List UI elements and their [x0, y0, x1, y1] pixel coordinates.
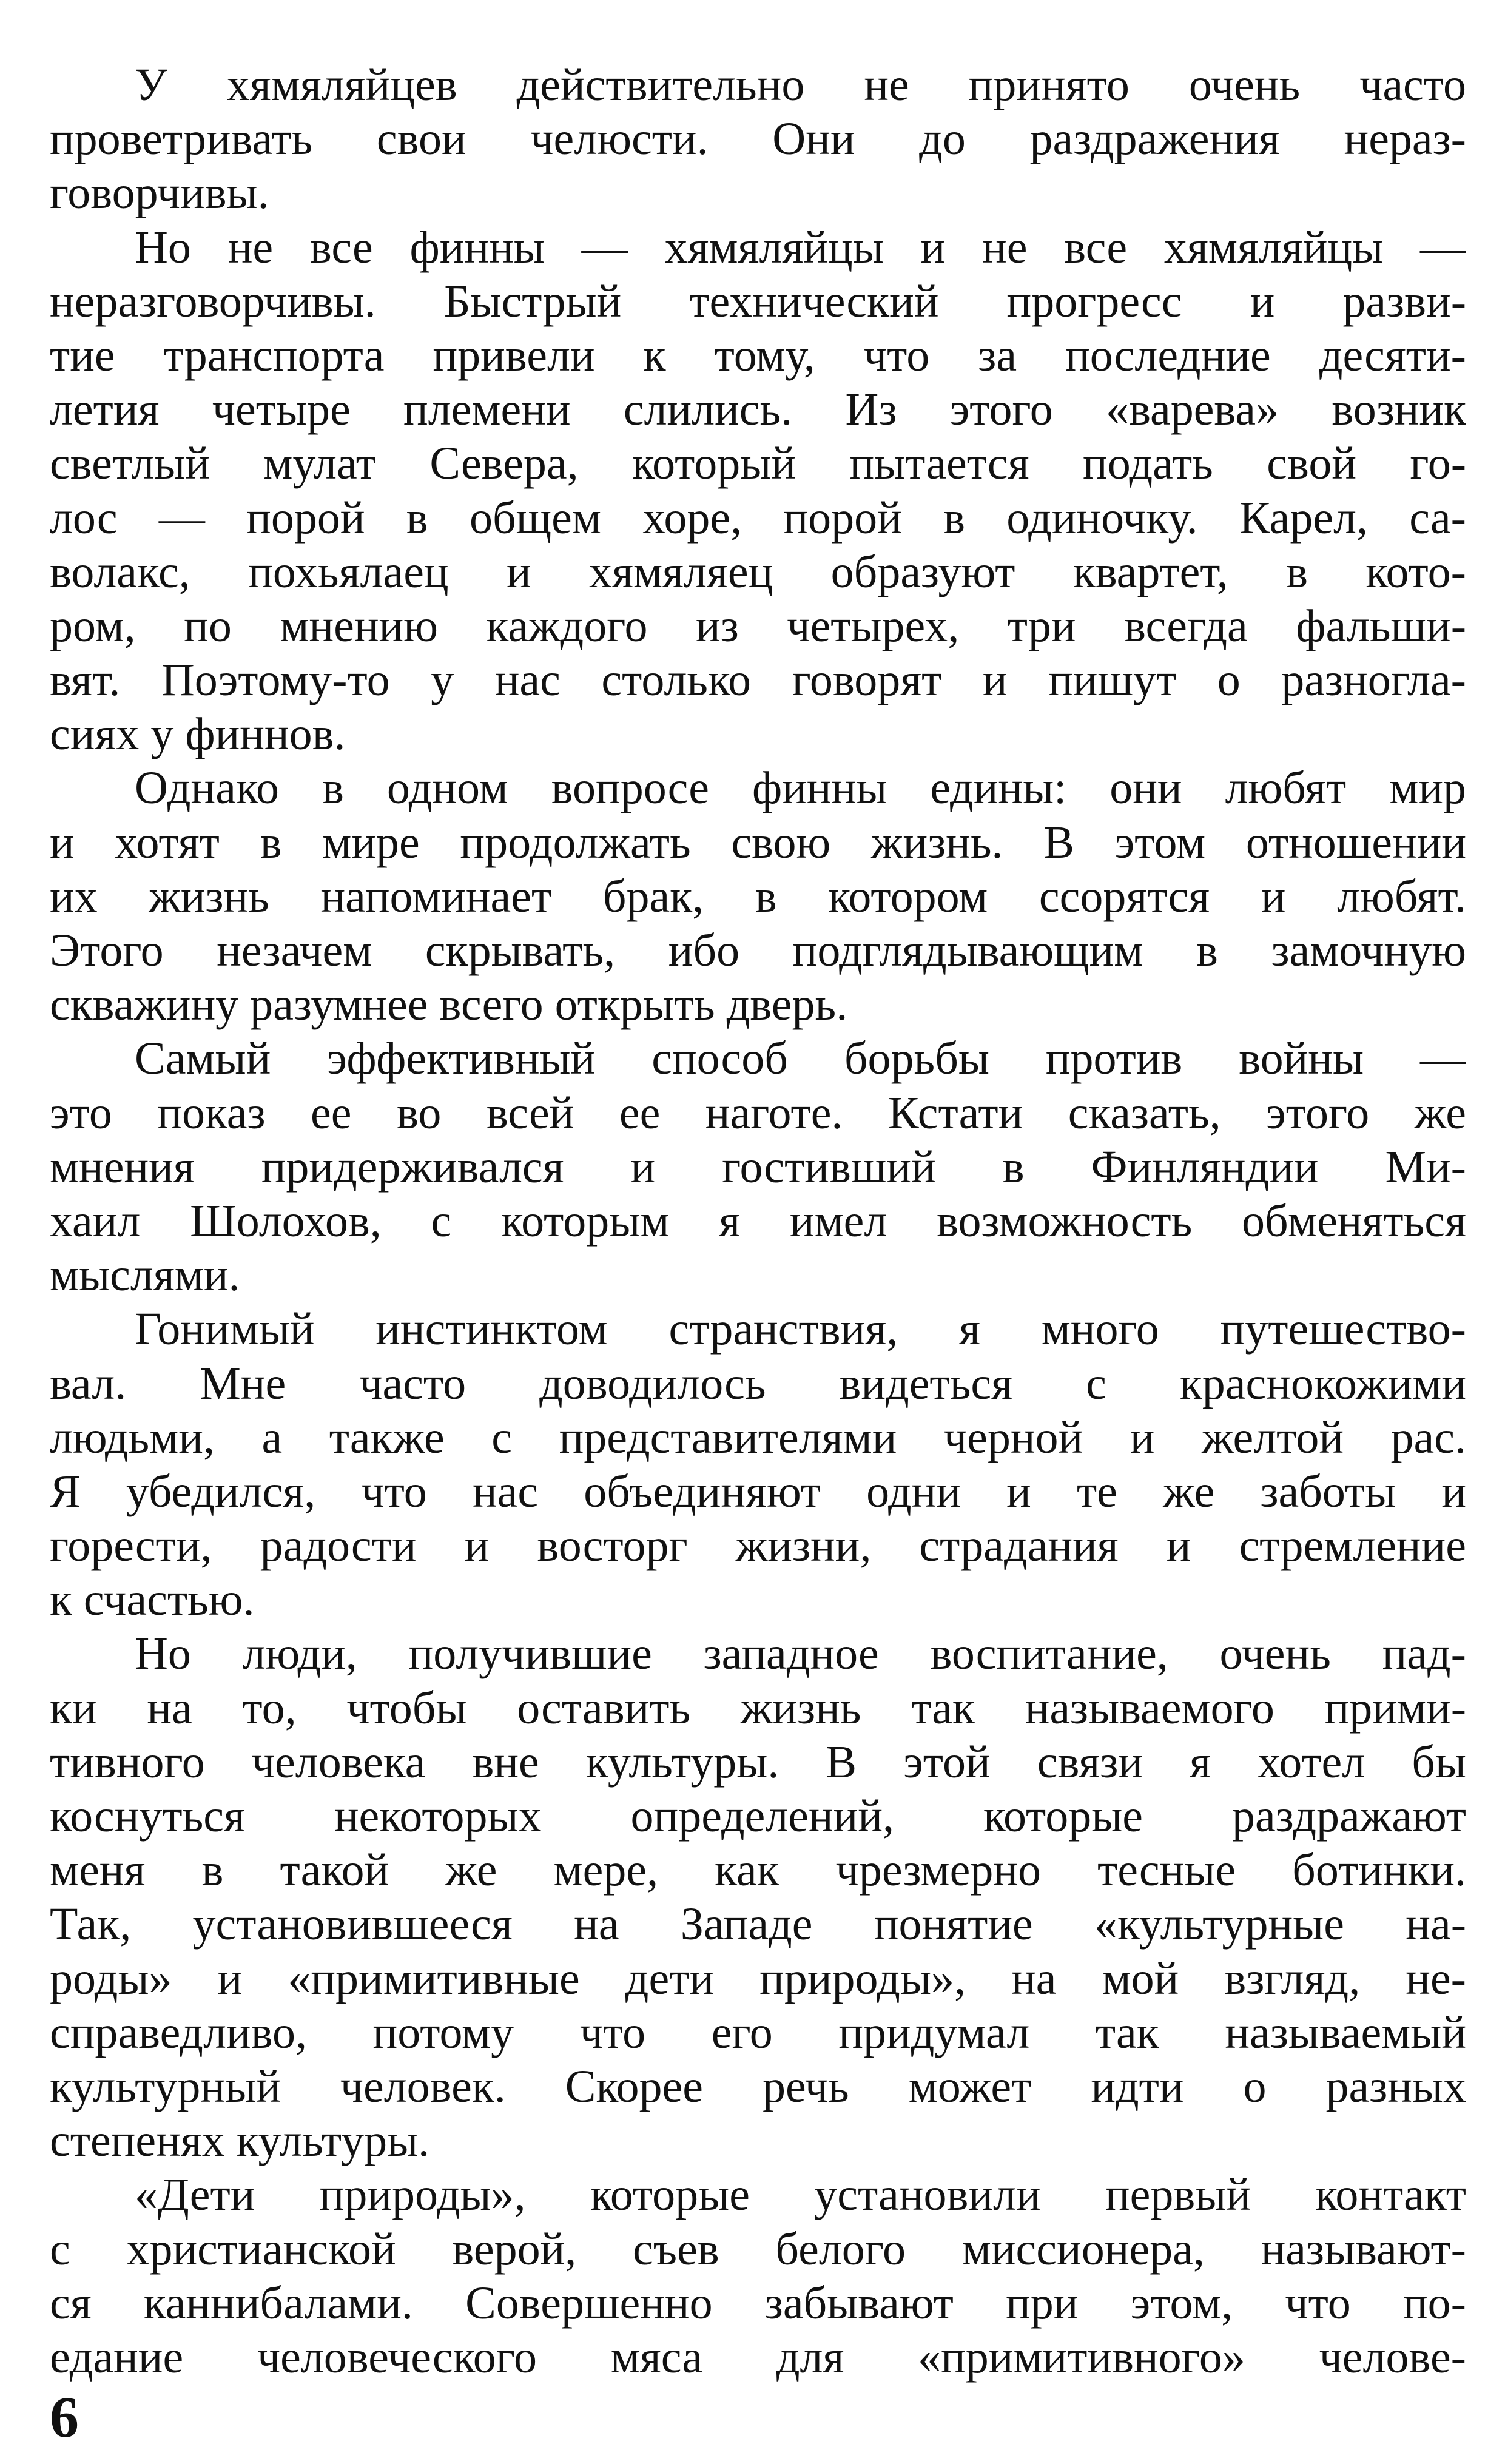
text-line: и хотят в мире продолжать свою жизнь. В этом отношении	[50, 816, 1466, 868]
text-line: едание человеческого мяса для «примитивного» челове-	[50, 2331, 1466, 2383]
text-line: Я убедился, что нас объединяют одни и те же заботы и	[50, 1466, 1466, 1517]
text-line: ром, по мнению каждого из четырех, три всегда фальши-	[50, 600, 1466, 651]
text-line: летия четыре племени слились. Из этого «варева» возник	[50, 384, 1466, 436]
text-line: У хямяляйцев действительно не принято очень часто	[135, 59, 1466, 110]
text-line: Однако в одном вопросе финны едины: они любят мир	[135, 762, 1466, 814]
text-line: тие транспорта привели к тому, что за последние десяти-	[50, 329, 1466, 381]
text-line: это показ ее во всей ее наготе. Кстати сказать, этого же	[50, 1087, 1466, 1139]
text-line: меня в такой же мере, как чрезмерно тесные ботинки.	[50, 1845, 1466, 1896]
text-line: горести, радости и восторг жизни, страдания и стремление	[50, 1520, 1466, 1572]
text-line: скважину разумнее всего открыть дверь.	[50, 979, 848, 1031]
text-line: волакс, похьялаец и хямяляец образуют квартет, в кото-	[50, 546, 1466, 597]
text-line: культурный человек. Скорее речь может идти о разных	[50, 2061, 1466, 2112]
page-number: 6	[50, 2385, 79, 2449]
text-line: вят. Поэтому-то у нас столько говорят и пишут о разногла-	[50, 655, 1466, 706]
text-line: с христианской верой, съев белого миссионера, называют-	[50, 2223, 1466, 2275]
text-line: мнения придерживался и гостивший в Финляндии Ми-	[50, 1141, 1466, 1193]
text-line: людьми, а также с представителями черной и желтой рас.	[50, 1412, 1466, 1463]
text-line: роды» и «примитивные дети природы», на мой взгляд, не-	[50, 1953, 1466, 2004]
text-line: коснуться некоторых определений, которые раздражают	[50, 1791, 1466, 1842]
text-line: Но не все финны — хямяляйцы и не все хямяляйцы —	[135, 221, 1466, 273]
text-line: ся каннибалами. Совершенно забывают при этом, что по-	[50, 2277, 1466, 2329]
text-line: Этого незачем скрывать, ибо подглядывающим в замочную	[50, 925, 1466, 976]
text-line: говорчивы.	[50, 167, 269, 219]
text-line: к счастью.	[50, 1574, 255, 1626]
text-line: их жизнь напоминает брак, в котором ссорятся и любят.	[50, 870, 1466, 922]
text-line: проветривать свои челюсти. Они до раздражения нераз-	[50, 113, 1466, 165]
text-line: светлый мулат Севера, который пытается подать свой го-	[50, 438, 1466, 490]
text-line: лос — порой в общем хоре, порой в одиночку. Карел, са-	[50, 492, 1466, 544]
text-line: Самый эффективный способ борьбы против войны —	[135, 1033, 1466, 1085]
text-line: хаил Шолохов, с которым я имел возможность обменяться	[50, 1195, 1466, 1247]
text-line: ки на то, чтобы оставить жизнь так называемого прими-	[50, 1682, 1466, 1734]
text-line: тивного человека вне культуры. В этой связи я хотел бы	[50, 1736, 1466, 1788]
text-line: степенях культуры.	[50, 2115, 430, 2167]
text-line: мыслями.	[50, 1250, 240, 1301]
text-line: Гонимый инстинктом странствия, я много путешество-	[135, 1304, 1466, 1355]
text-line: Но люди, получившие западное воспитание, очень пад-	[135, 1628, 1466, 1680]
text-line: «Дети природы», которые установили первый контакт	[135, 2169, 1466, 2221]
text-line: сиях у финнов.	[50, 709, 346, 760]
body-text	[50, 58, 1466, 2385]
text-line: справедливо, потому что его придумал так называемый	[50, 2007, 1466, 2058]
text-line: Так, установившееся на Западе понятие «культурные на-	[50, 1899, 1466, 1950]
text-line: вал. Мне часто доводилось видеться с краснокожими	[50, 1358, 1466, 1409]
text-line: неразговорчивы. Быстрый технический прогресс и разви-	[50, 275, 1466, 327]
